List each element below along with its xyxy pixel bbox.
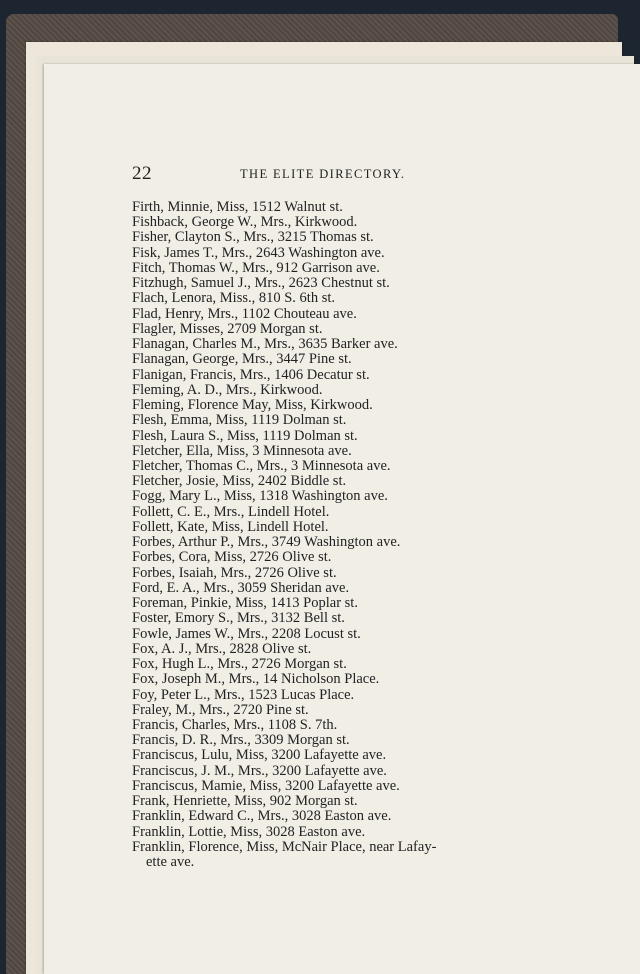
- directory-entry: Foreman, Pinkie, Miss, 1413 Poplar st.: [132, 595, 358, 612]
- directory-entry: Franciscus, Lulu, Miss, 3200 Lafayette ave.: [132, 747, 387, 764]
- directory-entry: Flad, Henry, Mrs., 1102 Chouteau ave.: [132, 305, 357, 322]
- directory-entry: Flanagan, Charles M., Mrs., 3635 Barker ave.: [132, 336, 398, 353]
- directory-list: [132, 200, 552, 870]
- directory-entry: Francis, Charles, Mrs., 1108 S. 7th.: [132, 716, 338, 733]
- directory-entry: Firth, Minnie, Miss, 1512 Walnut st.: [132, 199, 343, 215]
- directory-entry: Fleming, A. D., Mrs., Kirkwood.: [132, 381, 323, 398]
- directory-entry: Flach, Lenora, Miss., 810 S. 6th st.: [132, 290, 335, 307]
- directory-entry: Forbes, Cora, Miss, 2726 Olive st.: [132, 549, 332, 566]
- directory-entry: Franklin, Edward C., Mrs., 3028 Easton ave.: [132, 808, 392, 825]
- directory-entry: Fitch, Thomas W., Mrs., 912 Garrison ave.: [132, 259, 380, 276]
- directory-entry: Fletcher, Thomas C., Mrs., 3 Minnesota ave.: [132, 457, 391, 474]
- directory-entry: Fletcher, Josie, Miss, 2402 Biddle st.: [132, 473, 347, 490]
- directory-entry: Franklin, Lottie, Miss, 3028 Easton ave.: [132, 823, 366, 840]
- directory-entry: Ford, E. A., Mrs., 3059 Sheridan ave.: [132, 579, 350, 596]
- directory-entry: Fleming, Florence May, Miss, Kirkwood.: [132, 397, 373, 414]
- directory-entry: Flanagan, George, Mrs., 3447 Pine st.: [132, 351, 352, 368]
- directory-entry: Flanigan, Francis, Mrs., 1406 Decatur st.: [132, 366, 370, 383]
- directory-entry: Follett, Kate, Miss, Lindell Hotel.: [132, 518, 329, 535]
- directory-entry: Fraley, M., Mrs., 2720 Pine st.: [132, 701, 309, 718]
- directory-entry: Flesh, Emma, Miss, 1119 Dolman st.: [132, 412, 347, 429]
- directory-entry: Forbes, Isaiah, Mrs., 2726 Olive st.: [132, 564, 337, 581]
- directory-entry: Fox, Joseph M., Mrs., 14 Nicholson Place.: [132, 671, 380, 688]
- directory-entry: Forbes, Arthur P., Mrs., 3749 Washington ave.: [132, 534, 401, 551]
- directory-entry: Foster, Emory S., Mrs., 3132 Bell st.: [132, 610, 345, 627]
- directory-entry: Foy, Peter L., Mrs., 1523 Lucas Place.: [132, 686, 355, 703]
- directory-entry: Francis, D. R., Mrs., 3309 Morgan st.: [132, 732, 350, 749]
- directory-entry: Fletcher, Ella, Miss, 3 Minnesota ave.: [132, 442, 352, 459]
- directory-entry: Fowle, James W., Mrs., 2208 Locust st.: [132, 625, 361, 642]
- directory-entry: Frank, Henriette, Miss, 902 Morgan st.: [132, 793, 358, 810]
- directory-entry: Fishback, George W., Mrs., Kirkwood.: [132, 214, 358, 231]
- directory-entry: Fox, Hugh L., Mrs., 2726 Morgan st.: [132, 656, 347, 673]
- directory-entry: Fitzhugh, Samuel J., Mrs., 2623 Chestnut st.: [132, 275, 390, 292]
- page-header: [132, 163, 422, 187]
- directory-entry: Follett, C. E., Mrs., Lindell Hotel.: [132, 503, 330, 520]
- directory-entry: Franciscus, Mamie, Miss, 3200 Lafayette ave.: [132, 777, 400, 794]
- directory-entry: Flagler, Misses, 2709 Morgan st.: [132, 320, 323, 337]
- running-title: THE ELITE DIRECTORY.: [240, 167, 406, 181]
- directory-entry: Fisher, Clayton S., Mrs., 3215 Thomas st.: [132, 229, 374, 246]
- directory-entry-continuation: ette ave.: [146, 854, 195, 871]
- directory-entry: Fisk, James T., Mrs., 2643 Washington ave.: [132, 244, 385, 261]
- page-number: 22: [132, 163, 152, 184]
- directory-entry: Fox, A. J., Mrs., 2828 Olive st.: [132, 640, 312, 657]
- directory-entry: Flesh, Laura S., Miss, 1119 Dolman st.: [132, 427, 358, 444]
- directory-entry: Franklin, Florence, Miss, McNair Place, near Lafay-: [132, 838, 437, 855]
- directory-entry: Franciscus, J. M., Mrs., 3200 Lafayette ave.: [132, 762, 387, 779]
- directory-entry: Fogg, Mary L., Miss, 1318 Washington ave.: [132, 488, 388, 505]
